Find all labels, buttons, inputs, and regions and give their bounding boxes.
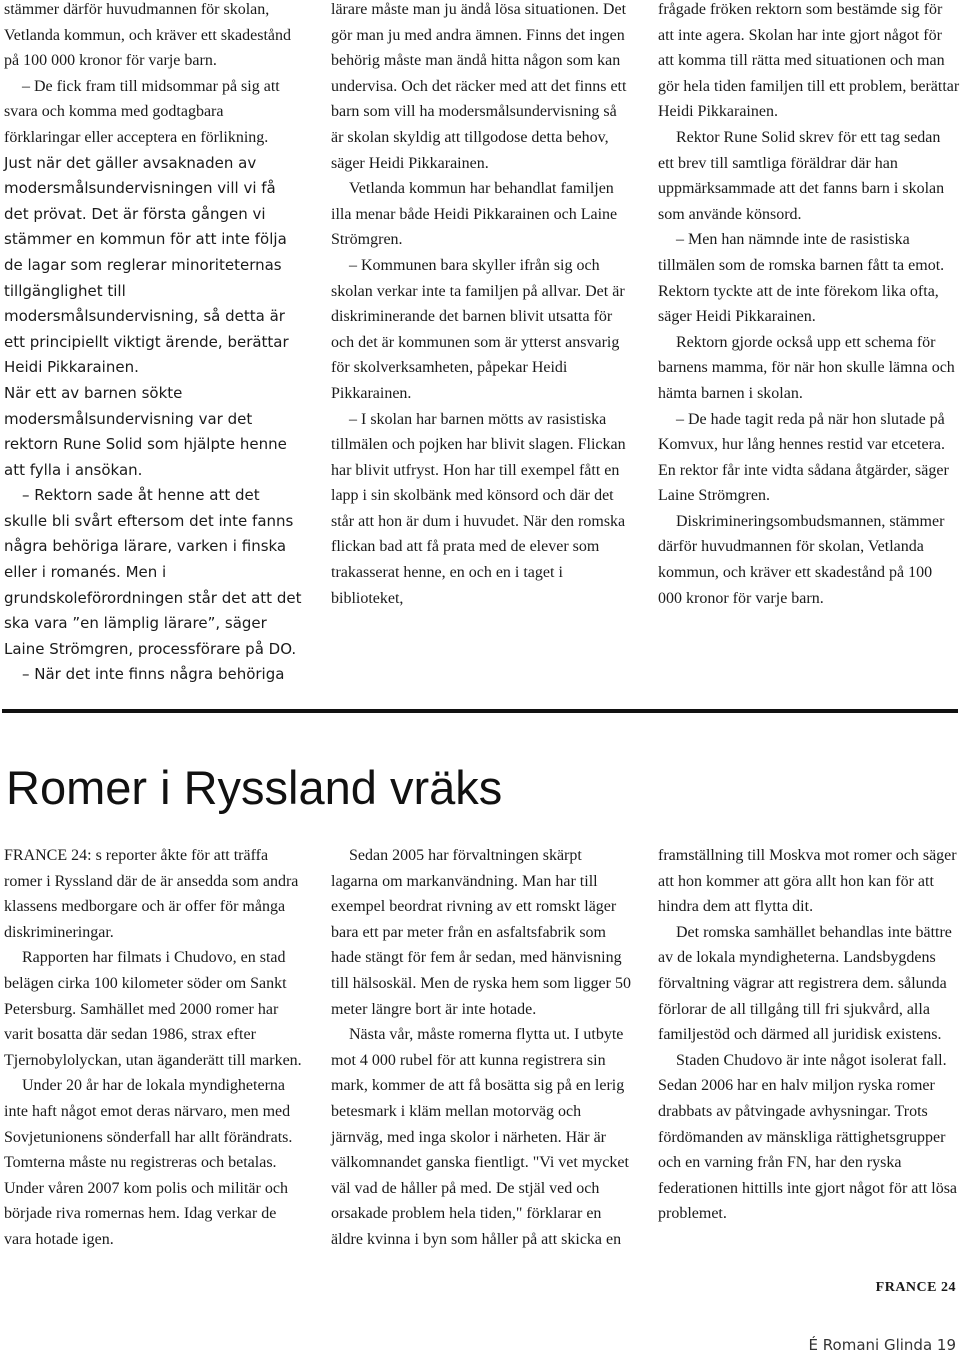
upper-column-1 xyxy=(4,0,302,688)
paragraph: – När det inte finns några behöriga xyxy=(22,665,285,684)
article-headline: Romer i Ryssland vräks xyxy=(6,761,503,814)
paragraph: Rapporten har filmats i Chudovo, en stad belägen cirka 100 kilometer söder om Sankt Petersburg. Samhället med 2000 romer har varit bosatta där sedan 1986, strax efter Tjernobylolyckan, utan äganderätt till marken. xyxy=(4,949,302,1069)
paragraph: Rektorn gjorde också upp ett schema för barnens mamma, för när hon skulle lämna och hämta barnen i skolan. xyxy=(658,333,955,402)
paragraph: Nästa vår, måste romerna flytta ut. I utbyte mot 4 000 rubel för att kunna registrera sin mark, kommer de att få bosätta sig på en lerig betesmark i kläm mellan motorväg och järnväg, med inga skolor i närheten. Här är välkomnandet ganska fientligt. "Vi vet mycket väl vad de håller på med. De stjäl ved och orsakade problem hela tiden," förklarar en äldre kvinna i byn som håller på att skicka en xyxy=(331,1026,629,1248)
paragraph: – Men han nämnde inte de rasistiska tillmälen som de romska barnen fått ta emot. Rektorn tyckte att de inte förekom lika ofta, säger Heidi Pikkarainen. xyxy=(658,231,945,326)
paragraph: – Rektorn sade åt henne att det skulle bli svårt eftersom det inte fanns några behöriga lärare, varken i finska eller i romanés. Men i grundskoleförordningen står det att det ska vara ”en lämplig lärare”, säger Laine Strömgren, processförare på DO. xyxy=(4,486,302,658)
paragraph: Diskrimineringsombudsmannen, stämmer därför huvudmannen för skolan, Vetlanda kommun, och kräver ett skadestånd på 100 000 kronor för varje barn. xyxy=(658,512,945,607)
paragraph: Staden Chudovo är inte något isolerat fall. Sedan 2006 har en halv miljon ryska romer drabbats av påtvingade avhysningar. Trots fördömanden av mänskliga rättighetsgrupper och en varning från FN, har den ryska federationen hittills inte gjort något för att lösa problemet. xyxy=(658,1051,958,1223)
paragraph: FRANCE 24: s reporter åkte för att träffa romer i Ryssland där de är ansedda som andra klassens medborgare och är offer för många diskrimineringar. xyxy=(4,847,299,941)
article-column-2 xyxy=(331,843,631,1253)
paragraph: Just när det gäller avsaknaden av modersmålsundervisningen vill vi få det prövat. Det är första gången vi stämmer en kommun för att inte följa de lagar som reglerar minoriteternas tillgänglighet till modersmålsundervisning, så detta är ett principiellt viktigt ärende, berättar Heidi Pikkarainen. xyxy=(4,153,289,377)
paragraph: frågade fröken rektorn som bestämde sig för att inte agera. Skolan har inte gjort något för att komma till rätta med situationen och man gör hela tiden familjen till ett problem, berättar Heidi Pikkarainen. xyxy=(658,1,960,121)
paragraph: stämmer därför huvudmannen för skolan, Vetlanda kommun, och kräver ett skadestånd på 100 000 kronor för varje barn. xyxy=(4,1,292,70)
paragraph: lärare måste man ju ändå lösa situationen. Det gör man ju med andra ämnen. Finns det ingen behörig måste man ändå hitta någon som kan undervisa. Och det räcker med att det finns ett barn som vill ha modersmålsundervisning så är skolan skyldig att tillgodose detta behov, säger Heidi Pikkarainen. xyxy=(331,1,627,172)
paragraph: framställning till Moskva mot romer och säger att hon kommer att göra allt hon kan för att hindra dem att flytta dit. xyxy=(658,847,957,916)
upper-column-3 xyxy=(658,0,960,611)
paragraph: Sedan 2005 har förvaltningen skärpt lagarna om markanvändning. Man har till exempel beordrat rivning av ett romskt läger bara ett par meter från en asfaltsfabrik som hade stängt för fem år sedan, med hänvisning till hälsoskäl. Men de ryska hem som ligger 50 meter längre bort är inte hotade. xyxy=(331,847,631,1018)
section-divider xyxy=(2,709,958,713)
upper-column-2 xyxy=(331,0,631,611)
paragraph: – Kommunen bara skyller ifrån sig och skolan verkar inte ta familjen på allvar. Det är diskriminerande det barnen blivit utsatta för och det är kommunen som är ytterst ansvarig för skolverksamheten, påpekar Heidi Pikkarainen. xyxy=(331,256,625,402)
paragraph: – I skolan har barnen mötts av rasistiska tillmälen och pojken har blivit slagen. Flickan har blivit utfryst. Hon har till exempel fått en lapp i sin skolbänk med könsord och där det står att hon är dum i huvudet. När den romska flickan bad att få prata med de elever som trakasserat henne, en och en i taget i biblioteket, xyxy=(331,410,626,607)
article-source: FRANCE 24 xyxy=(875,1280,956,1295)
article-column-1 xyxy=(4,843,304,1253)
article-column-3 xyxy=(658,843,958,1227)
page-footer: É Romani Glinda 19 xyxy=(808,1336,956,1354)
paragraph: – De hade tagit reda på när hon slutade på Komvux, hur lång hennes restid var etcetera. En rektor får inte vidta sådana åtgärder, säger Laine Strömgren. xyxy=(658,410,949,505)
paragraph: Under 20 år har de lokala myndigheterna inte haft något emot deras närvaro, men med Sovjetunionens sönderfall har allt förändrats. Tomterna måste nu registreras och betalas. Under våren 2007 kom polis och militär och började riva romernas hem. Idag verkar de vara hotade igen. xyxy=(4,1077,293,1248)
paragraph: Rektor Rune Solid skrev för ett tag sedan ett brev till samtliga föräldrar där han uppmärksammade att det fanns barn i skolan som använde könsord. xyxy=(658,128,945,223)
paragraph: – De fick fram till midsommar på sig att svara och komma med godtagbara förklaringar eller acceptera en förlikning. xyxy=(4,77,280,146)
paragraph: När ett av barnen sökte modersmålsundervisning var det rektorn Rune Solid som hjälpte henne att fylla i ansökan. xyxy=(4,383,287,479)
paragraph: Vetlanda kommun har behandlat familjen illa menar både Heidi Pikkarainen och Laine Strömgren. xyxy=(331,180,618,249)
paragraph: Det romska samhället behandlas inte bättre av de lokala myndigheterna. Landsbygdens förvaltning vägrar att registrera dem. sålunda förlorar de all tillgång till fri sjukvård, alla familjestöd och därmed all juridisk existens. xyxy=(658,923,952,1044)
